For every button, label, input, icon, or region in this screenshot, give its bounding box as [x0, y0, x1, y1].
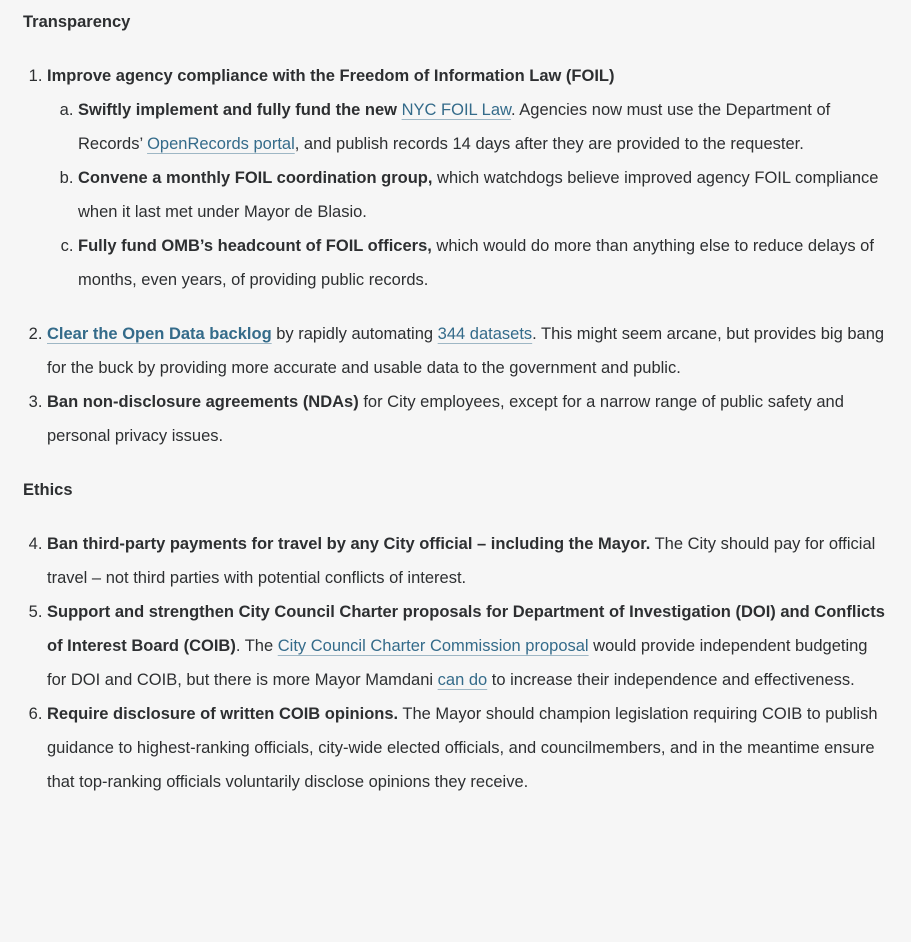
item-lead-bold: Ban third-party payments for travel by any City official – including the Mayor. — [47, 535, 651, 553]
list-item — [47, 527, 885, 595]
item-text: , and publish records 14 days after they are provided to the requester. — [294, 135, 804, 153]
transparency-list — [23, 59, 885, 453]
list-item — [78, 229, 885, 297]
link-clear-open-data-backlog[interactable]: Clear the Open Data backlog — [47, 325, 272, 343]
item-text: would provide independent budgeting for DOI and COIB, but there is more Mayor Mamdani — [47, 637, 868, 689]
item-lead-bold: Swiftly implement and fully fund the new — [78, 101, 402, 119]
item-text: . Agencies now must use the Department of Records’ — [78, 101, 831, 153]
item-text: . The — [235, 637, 278, 655]
list-item — [47, 59, 885, 297]
item-text: to increase their independence and effectiveness. — [487, 671, 855, 689]
item-lead-bold: Fully fund OMB’s headcount of FOIL officers, — [78, 237, 432, 255]
link-nyc-foil-law[interactable]: NYC FOIL Law — [401, 101, 512, 119]
list-item — [78, 161, 885, 229]
link-openrecords-portal[interactable]: OpenRecords portal — [147, 135, 295, 153]
list-item — [47, 697, 885, 799]
list-item — [47, 595, 885, 697]
item-text: which would do more than anything else to reduce delays of months, even years, of providing public records. — [78, 237, 874, 289]
item-text: The Mayor should champion legislation requiring COIB to publish guidance to highest-ranking officials, city-wide elected officials, and councilmembers, and in the meantime ensure that top-ranking officials voluntarily disclose opinions they receive. — [47, 705, 878, 791]
section-heading-transparency: Transparency — [23, 13, 131, 31]
ethics-list — [23, 527, 885, 799]
list-item — [78, 93, 885, 161]
link-can-do[interactable]: can do — [437, 671, 488, 689]
link-city-council-charter-commission-proposal[interactable]: City Council Charter Commission proposal — [277, 637, 589, 655]
item-text: by rapidly automating — [271, 325, 438, 343]
item-lead-bold: Improve agency compliance with the Freedom of Information Law (FOIL) — [47, 67, 615, 85]
item-text: The City should pay for official travel – not third parties with potential conflicts of interest. — [47, 535, 876, 587]
link-344-datasets[interactable]: 344 datasets — [437, 325, 533, 343]
item-lead-bold: Convene a monthly FOIL coordination group, — [78, 169, 433, 187]
foil-sub-list — [47, 93, 885, 297]
section-heading-ethics: Ethics — [23, 481, 73, 499]
item-lead-bold: Require disclosure of written COIB opinions. — [47, 705, 399, 723]
list-item — [47, 317, 885, 385]
item-lead-bold: Support and strengthen City Council Charter proposals for Department of Investigation (DOI) and Conflicts of Interest Board (COIB) — [47, 603, 885, 655]
item-text: which watchdogs believe improved agency FOIL compliance when it last met under Mayor de Blasio. — [78, 169, 879, 221]
item-text: . This might seem arcane, but provides big bang for the buck by providing more accurate and usable data to the government and public. — [47, 325, 885, 377]
item-lead-bold: Ban non-disclosure agreements (NDAs) — [47, 393, 359, 411]
list-item — [47, 385, 885, 453]
item-text: for City employees, except for a narrow range of public safety and personal privacy issues. — [47, 393, 844, 445]
